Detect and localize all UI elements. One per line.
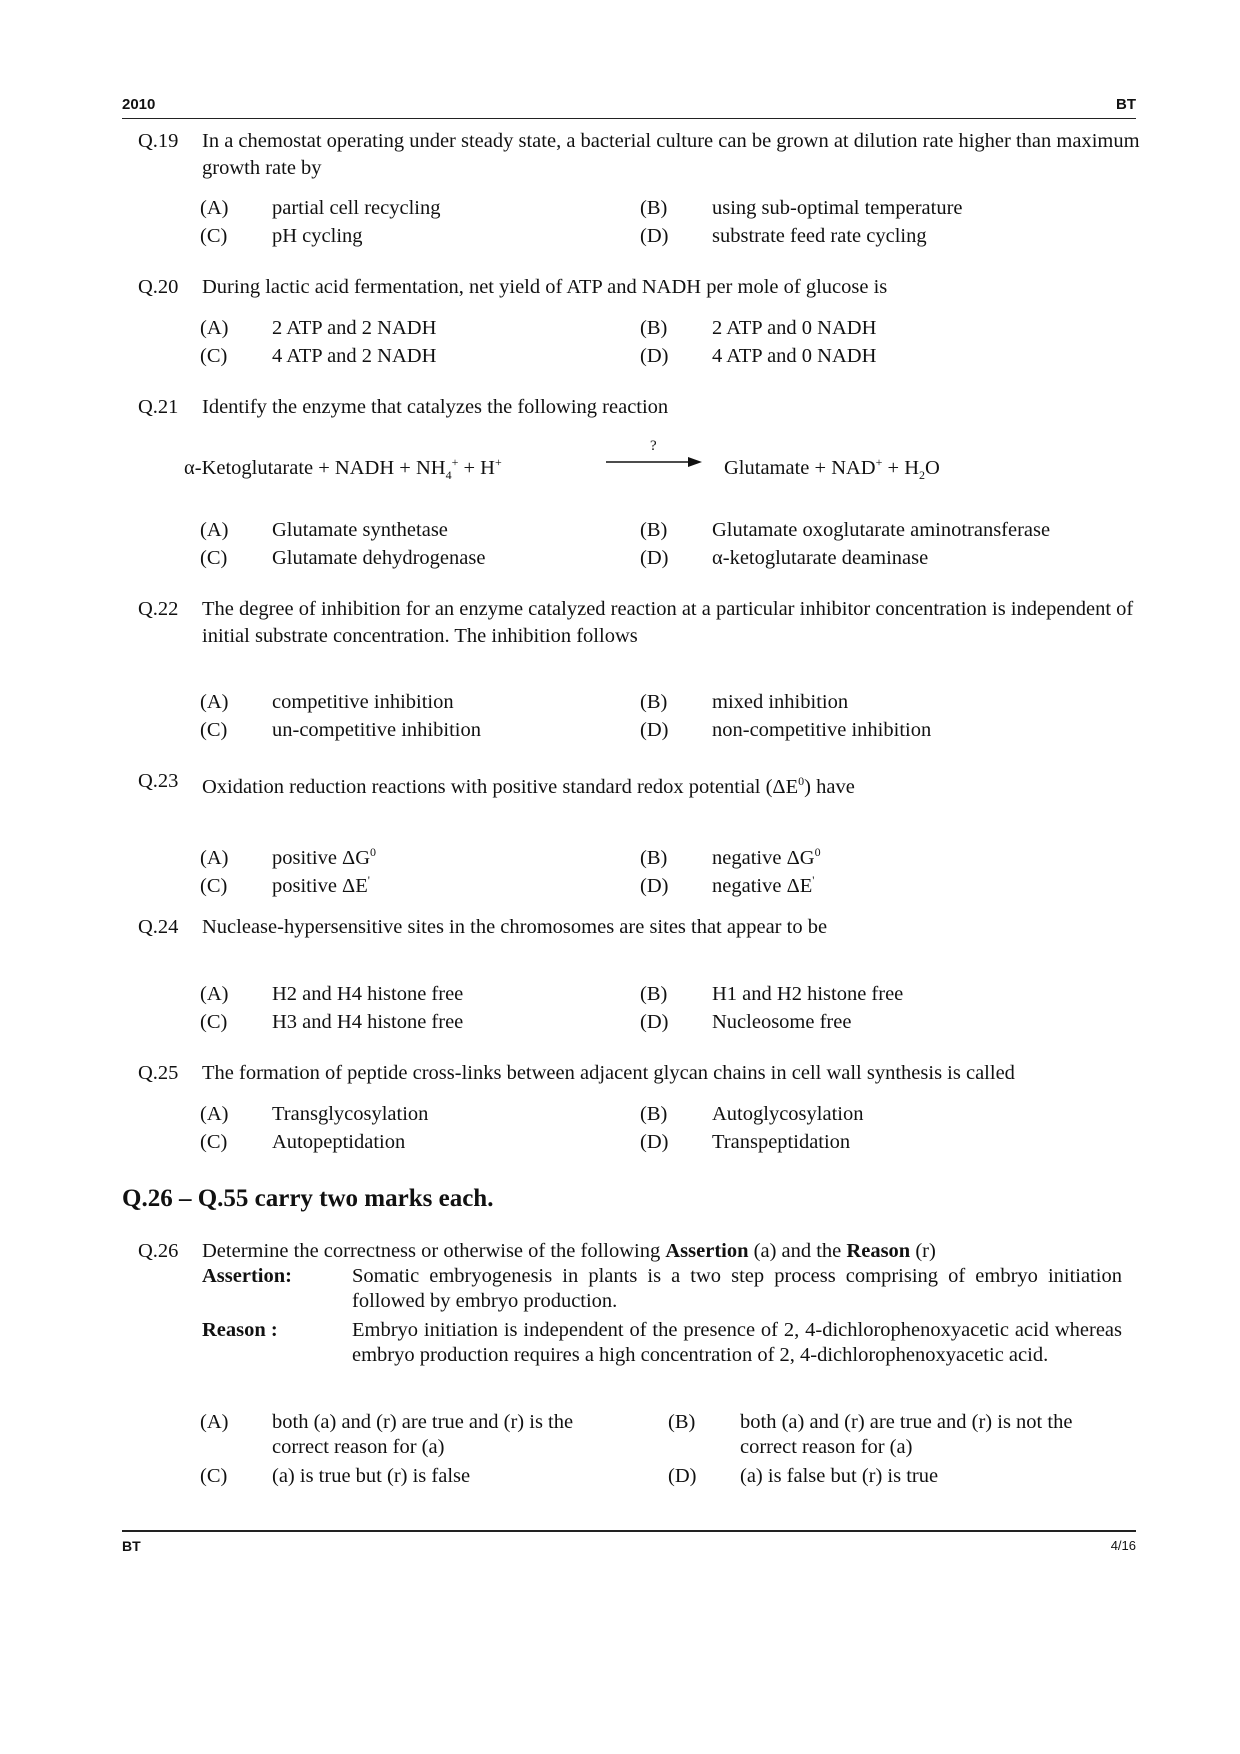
page-header bbox=[122, 96, 1136, 120]
option-a: (A) 2 ATP and 2 NADH bbox=[200, 317, 437, 339]
option-c: (C) un-competitive inhibition bbox=[200, 719, 481, 741]
option-b: (B) H1 and H2 histone free bbox=[640, 983, 904, 1005]
option-d: (D) α-ketoglutarate deaminase bbox=[640, 547, 929, 569]
question-24 bbox=[138, 914, 1140, 941]
question-number: Q.24 bbox=[138, 916, 179, 938]
option-d: (D) negative ΔE' bbox=[640, 873, 815, 897]
question-number: Q.25 bbox=[138, 1062, 179, 1084]
reaction-products: Glutamate + $NAD^+ + H_2O$ bbox=[724, 455, 940, 482]
assertion-block bbox=[202, 1264, 1122, 1314]
exam-page: 2010 BT Q.19 In a chemostat operating under steady state, a bacterial culture can be grown at dilution rate higher than maximum growth rate by (A) partial cell recycling (B) using sub-optimal temperature (C) pH cycling (D) substrate feed rate cycling Q.20 During lactic acid fermentation, net yield of ATP and NADH per mole of glucose is (A) 2 ATP and 2 NADH (B) 2 ATP and 0 NADH (C) 4 ATP and 2 NADH (D) 4 ATP and 0 NADH Q.21 Identify the enzyme that catalyzes the following reaction α-Ketoglutarate + NADH + $NH_4^+ + H^+$ ? Glutamate + $NAD^+ + H_2O$ (A) Glutamate synthetase (B) Glutamate oxoglutarate aminotransferase (C) Glutamate dehydrogenase (D) α-ketoglutarate deaminase Q.22 The degree of inhibition for an enzyme catalyzed reaction at a particular inhibitor concentration is independent of initial substrate concentration. The inhibition follows (A) competitive inhibition (B) mixed inhibition (C) un-competitive inhibition (D) non-competitive inhibition Q.23 Oxidation reduction reactions with positive standard redox potential $(\Delta E^0)$ have (A) positive $\Delta G^0$ (B) negative $\Delta G^0$ (C) positive ΔE' (D) negative ΔE' Q.24 Nuclease-hypersensitive sites in the chromosomes are sites that appear to be (A) H2 and H4 histone free (B) H1 and H2 histone free (C) H3 and H4 histone free (D) Nucleosome free Q.25 The formation of peptide cross-links between adjacent glycan chains in cell wall synthesis is called (A) Transglycosylation (B) Autoglycosylation (C) Autopeptidation (D) Transpeptidation Q.26 – Q.55 carry two marks each. Q.26 Determine the correctness or otherwise of the following Assertion (a) and the Reason (r) Assertion: Somatic embryogenesis in plants is a two step process comprising of embryo initiation followed by embryo production. Reason : Embryo initiation is independent of the presence of 2, 4-dichlorophenoxyacetic acid whereas embryo production requires a high concentration of 2, 4-dichlorophenoxyacetic acid. (A) both (a) and (r) are true and (r) is the correct reason for (a) (B) both (a) and (r) are true and (r) is not the correct reason for (a) (C) (a) is true but (r) is false (D) (a) is false but (r) is true BT 4/16 bbox=[0, 0, 1240, 1754]
question-stem: In a chemostat operating under steady state, a bacterial culture can be grown at dilution rate higher than maximum growth rate by bbox=[202, 130, 1140, 179]
question-number: Q.26 bbox=[138, 1240, 179, 1262]
question-stem: The formation of peptide cross-links between adjacent glycan chains in cell wall synthesis is called bbox=[202, 1062, 1015, 1084]
reason-block bbox=[202, 1318, 1122, 1368]
option-b: (B) mixed inhibition bbox=[640, 691, 849, 713]
option-b: (B) 2 ATP and 0 NADH bbox=[640, 317, 877, 339]
option-c: (C) H3 and H4 histone free bbox=[200, 1011, 464, 1033]
option-c: (C) pH cycling bbox=[200, 225, 363, 247]
reaction-reactants: α-Ketoglutarate + NADH + $NH_4^+ + H^+$ bbox=[184, 455, 502, 482]
question-number: Q.20 bbox=[138, 276, 179, 298]
question-23 bbox=[138, 768, 1140, 801]
question-number: Q.22 bbox=[138, 598, 179, 620]
reason-text: Embryo initiation is independent of the presence of 2, 4-dichlorophenoxyacetic acid whereas embryo production requires a high concentration of 2, 4-dichlorophenoxyacetic acid. bbox=[352, 1319, 1122, 1366]
option-b: (B) negative $\Delta G^0$ bbox=[640, 845, 821, 869]
section-heading: Q.26 – Q.55 carry two marks each. bbox=[122, 1185, 494, 1212]
question-stem: Identify the enzyme that catalyzes the following reaction bbox=[202, 396, 669, 418]
footer-rule bbox=[122, 1530, 1136, 1532]
question-25 bbox=[138, 1060, 1140, 1087]
header-rule bbox=[122, 118, 1136, 119]
option-a: (A) Transglycosylation bbox=[200, 1103, 429, 1125]
option-c: (C) Autopeptidation bbox=[200, 1131, 406, 1153]
header-year: 2010 bbox=[122, 96, 156, 113]
option-c: (C) positive ΔE' bbox=[200, 873, 370, 897]
question-21 bbox=[138, 394, 1140, 421]
question-stem: The degree of inhibition for an enzyme catalyzed reaction at a particular inhibitor concentration is independent of initial substrate concentration. The inhibition follows bbox=[202, 598, 1134, 647]
assertion-label: Assertion: bbox=[202, 1265, 292, 1287]
question-20 bbox=[138, 274, 1140, 301]
question-stem: Oxidation reduction reactions with positive standard redox potential $(\Delta E^0)$ have bbox=[202, 774, 855, 798]
option-d: (D) Transpeptidation bbox=[640, 1131, 851, 1153]
option-c: (C) 4 ATP and 2 NADH bbox=[200, 345, 437, 367]
option-b: (B) using sub-optimal temperature bbox=[640, 197, 963, 219]
footer-paper-code: BT bbox=[122, 1538, 141, 1554]
question-26 bbox=[138, 1238, 1140, 1265]
option-a: (A) partial cell recycling bbox=[200, 197, 441, 219]
question-22 bbox=[138, 596, 1140, 650]
question-stem: During lactic acid fermentation, net yield of ATP and NADH per mole of glucose is bbox=[202, 276, 888, 298]
header-paper-code: BT bbox=[1116, 96, 1136, 113]
question-number: Q.19 bbox=[138, 130, 179, 152]
option-d: (D) 4 ATP and 0 NADH bbox=[640, 345, 877, 367]
option-a: (A) Glutamate synthetase bbox=[200, 519, 448, 541]
question-stem: Determine the correctness or otherwise of the following Assertion (a) and the Reason (r) bbox=[202, 1240, 936, 1262]
option-c: (C) Glutamate dehydrogenase bbox=[200, 547, 486, 569]
assertion-text: Somatic embryogenesis in plants is a two step process comprising of embryo initiation followed by embryo production. bbox=[352, 1265, 1122, 1312]
page-number: 4/16 bbox=[1110, 1538, 1136, 1553]
option-d: (D) non-competitive inhibition bbox=[640, 719, 932, 741]
option-d: (D) Nucleosome free bbox=[640, 1011, 852, 1033]
option-b: (B) Glutamate oxoglutarate aminotransferase bbox=[640, 519, 1051, 541]
reaction-equation bbox=[184, 438, 1084, 488]
option-b: (B) Autoglycosylation bbox=[640, 1103, 864, 1125]
option-d: (D) substrate feed rate cycling bbox=[640, 225, 927, 247]
option-a: (A) H2 and H4 histone free bbox=[200, 983, 464, 1005]
reaction-arrow-icon bbox=[602, 436, 706, 476]
option-a: (A) positive $\Delta G^0$ bbox=[200, 845, 377, 869]
reason-label: Reason : bbox=[202, 1319, 278, 1341]
option-a: (A) competitive inhibition bbox=[200, 691, 454, 713]
arrow-label: ? bbox=[650, 438, 657, 454]
question-stem: Nuclease-hypersensitive sites in the chromosomes are sites that appear to be bbox=[202, 916, 828, 938]
question-number: Q.23 bbox=[138, 770, 179, 792]
question-number: Q.21 bbox=[138, 396, 179, 418]
page-footer bbox=[122, 1530, 1136, 1560]
question-19 bbox=[138, 128, 1140, 182]
